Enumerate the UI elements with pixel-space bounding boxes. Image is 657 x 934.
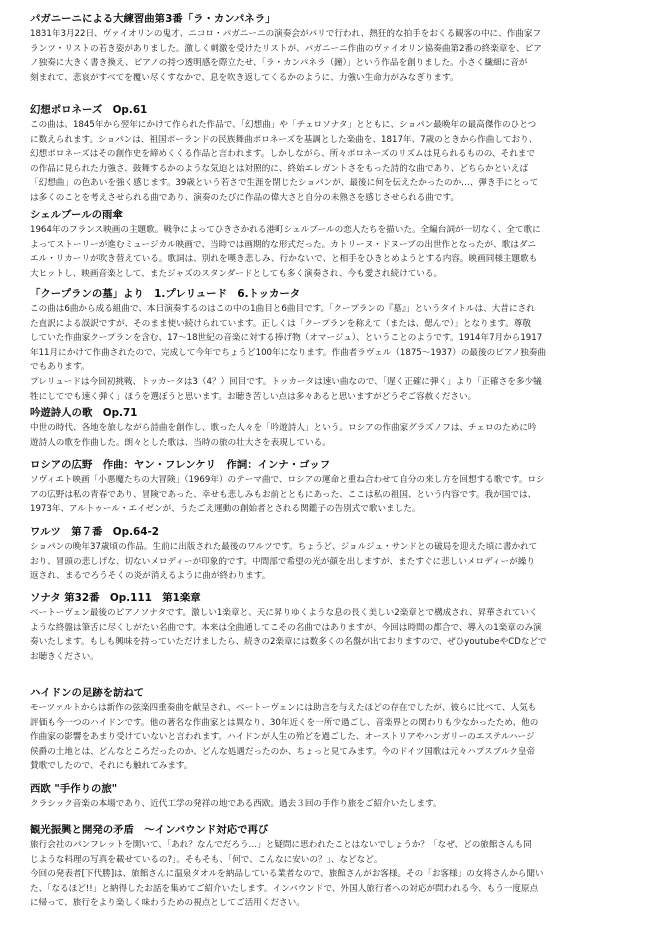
body-line: に帰って、旅行をより楽しく味わうための視点としてご活用ください。	[30, 898, 305, 909]
body-line: 幻想ポロネーズはその創作史を締めくくる作品と言われます。しかしながら、所々ポロネーズのリズムは見られるものの、それまで	[30, 149, 535, 160]
section-polonaise-fantaisie	[30, 103, 628, 206]
body-line: クラシック音楽の本場であり、近代工学の発祥の地である西欧。過去３回の手作り旅をご紹介いたします。	[30, 799, 442, 809]
section-cherbourg	[30, 208, 628, 281]
section-title: パガニーニによる大練習曲第3番「ラ・カンパネラ」	[30, 13, 276, 25]
body-line: ソヴィエト映画「小悪魔たちの大冒険」（1969年）のテーマ曲で、ロシアの運命と重ね合わせて自分の来し方を回想する歌です。ロシ	[30, 475, 545, 485]
section-russian-field	[30, 458, 628, 517]
body-line: 「幻想曲」の色あいを強く感じます。39歳という若さで生涯を閉じたショパンが、最後に何を伝えたかったのか…、弾き手にとって	[30, 178, 539, 189]
body-line: 作曲家の影響をあまり受けていないと言われます。ハイドンが人生の殆どを過ごした、オーストリアやハンガリーのエステルハージ	[30, 732, 535, 743]
section-title: 観光振興と開発の矛盾 ～インバウンド対応で再び	[30, 824, 269, 836]
body-line: 1964年のフランス映画の主題歌。戦争によってひきさかれる港町シェルブールの恋人たちを描いた。全編台詞が一切なく、全て歌に	[30, 225, 541, 235]
section-body	[30, 838, 628, 911]
section-title: シェルブールの雨傘	[30, 209, 123, 221]
body-line: 1831年3月22日、ヴァイオリンの鬼才、ニコロ・パガニーニの演奏会がパリで行われ、熱狂的な拍手をおくる観客の中に、作曲家フ	[30, 29, 542, 39]
body-line: プレリュードは今回初挑戦、トッカータは3（4？）回目です。トッカータは速い曲なので、「遅く正確に弾く」より「正確さを多少犠	[30, 376, 542, 387]
section-body	[30, 223, 628, 281]
body-line: 遊詩人の歌を作曲した。朗々とした歌は、当時の旅の壮大さを表現している。	[30, 437, 331, 448]
section-title: ソナタ 第32番 Op.111 第1楽章	[30, 592, 201, 604]
section-body	[30, 27, 628, 85]
section-body	[30, 701, 628, 774]
body-line: よってストーリーが進むミュージカル映画で、当時では画期的な形式だった。カトリーヌ・ドヌーブの出世作となったが、歌はダニ	[30, 239, 537, 250]
section-title: ロシアの広野 作曲：ヤン・フレンケリ 作詞：インナ・ゴッフ	[30, 459, 331, 471]
section-body	[30, 797, 628, 812]
section-title: 幻想ポロネーズ Op.61	[30, 104, 148, 116]
section-tourism-inbound	[30, 823, 628, 911]
body-line: じような料理の写真を載せているの?」。そもそも、「何で、こんなに安いの？」、などなど。	[30, 854, 383, 865]
body-line: 賛歌でしたので、それにも触れてみます。	[30, 761, 193, 772]
body-line: は多くのことを考えさせられる曲であり、演奏のたびに作品の偉大さと自分の未熟さを感じさせられる曲です。	[30, 192, 460, 203]
body-line: 年11月にかけて作曲されたので、完成して今年でちょうど100年になります。作曲者ラヴェル（1875～1937）の最後のピアノ独奏曲	[30, 347, 547, 358]
section-waltz-7	[30, 525, 628, 584]
section-title: 西欧 "手作りの旅"	[30, 783, 118, 795]
section-haydn	[30, 686, 628, 774]
section-title: ワルツ 第７番 Op.64-2	[30, 526, 160, 538]
body-line: 返され、まるでろうそくの炎が消えるように曲が終わります。	[30, 571, 271, 582]
section-sonata-32	[30, 591, 628, 664]
body-line: ランツ・リストの若き姿がありました。激しく刺激を受けたリストが、パガニーニ作曲のヴァイオリン協奏曲第2番の終楽章を、ピア	[30, 43, 542, 54]
body-line: 旅行会社のパンフレットを開いて、「あれ？なんでだろう…」と疑問に思われたことはないでしょうか？「なぜ、どの旅館さんも同	[30, 840, 532, 850]
body-line: モーツァルトからは新作の弦楽四重奏曲を献呈され、ベートーヴェンには助言を与えたほどの存在でしたが、彼らに比べて、人気も	[30, 703, 537, 713]
section-title: 吟遊詩人の歌 Op.71	[30, 407, 138, 419]
section-body	[30, 540, 628, 584]
body-line: 評価も今一つのハイドンです。他の著名な作曲家とは異なり、30年近くを一所で過ごし、音楽界との関わりも少なかったため、他の	[30, 717, 539, 728]
body-line: ベートーヴェン最後のピアノソナタです。激しい1楽章と、天に昇りゆくような息の長く美しい2楽章とで構成され、昇華されていく	[30, 608, 538, 618]
body-line: エル・リカーリが吹き替えている。歌詞は、別れを嘆き悲しみ、行かないで、と相手をひきとめようとする内容。映画同様主題歌も	[30, 254, 538, 265]
body-line: していた作曲家クープランを含む、17～18世紀の音楽に対する捧げ物（オマージュ）、ということのようです。1914年7月から1917	[30, 333, 543, 344]
body-line: ショパンの晩年37歳頃の作品。生前に出版された最後のワルツです。ちょうど、ジョルジュ・サンドとの破局を迎えた頃に書かれて	[30, 542, 538, 552]
body-line: 1973年、アルトゥール・エイゼンが、うたごえ運動の創始者とされる関鑑子の告別式で歌いました。	[30, 504, 421, 515]
body-line: ノ独奏に大きく書き換え、ピアノの持つ透明感を際立たせ、「ラ・カンパネラ（鐘）」という作品を創りました。小さく繊細に音が	[30, 58, 528, 69]
section-body	[30, 473, 628, 517]
body-line: に数えられます。ショパンは、祖国ポーランドの民族舞曲ポロネーズを基調とした楽曲を、1817年、7歳のときから作曲しており、	[30, 134, 538, 145]
body-line: 奏いたします。もしも興味を持っていただけましたら、続きの2楽章には数多くの名盤が出ておりますので、ぜひyoutubeやCDなどで	[30, 637, 547, 648]
section-title: 「クープランの墓」より 1.プレリュード 6.トッカータ	[30, 288, 301, 300]
section-troubadour-song	[30, 406, 628, 450]
body-line: 刻まれて、悲哀がすべてを覆い尽くすなかで、息を吹き返してくるかのように、力強い生命力がみなぎります。	[30, 72, 459, 83]
section-title: ハイドンの足跡を訪ねて	[30, 687, 145, 699]
section-handmade-travel	[30, 782, 628, 812]
section-la-campanella	[30, 12, 628, 85]
body-line: おり、冒頭の悲しげな、切ないメロディーが印象的です。中間部で希望の光が顔を出しますが、またすぐに悲しいメロディーが繰り	[30, 556, 535, 567]
body-line: 大ヒットし、映画音楽として、またジャズのスタンダードとしても多く演奏され、今も愛され続けている。	[30, 268, 443, 279]
body-line: 今回の発表者[下代勝]は、旅館さんに温泉タオルを納品している業者なので、旅館さんがお客様。その「お客様」の女将さんから聞い	[30, 869, 544, 880]
section-body	[30, 606, 628, 664]
section-body	[30, 118, 628, 206]
body-line: 侯爵の土地とは、どんなところだったのか、どんな処遇だったのか、ちょっと見てみます。今のドイツ国歌は元々ハプスブルク皇帝	[30, 746, 536, 757]
body-line: の作品に見られた力強さ、鼓舞するかのような気迫とは対照的に、終始エレガントさをもった詩的な曲であり、どちらかといえば	[30, 163, 529, 174]
section-body	[30, 421, 628, 450]
body-line: お聴きください。	[30, 651, 99, 662]
body-line: ような終盤は筆舌に尽くしがたい名曲です。本来は全曲通してこその名曲ではありますが、今回は時間の都合で、導入の1楽章のみ演	[30, 622, 542, 633]
section-tombeau-de-couperin	[30, 287, 628, 404]
body-line: 牲にしてでも速く弾く」ほうを選ぼうと思います。お聴き苦しい点は多々あると思いますがどうぞご容赦ください。	[30, 391, 477, 402]
body-line: アの広野は私の青春であり、冒険であった、幸せも悲しみもお前とともにあった、ここは私の祖国、という内容です。我が国では、	[30, 489, 537, 500]
body-line: た直訳による誤訳ですが、そのまま使い続けられています。正しくは「クープランを称えて（または、偲んで）」となります。尊敬	[30, 318, 531, 329]
body-line: 中世の時代、各地を旅しながら詩曲を創作し、歌った人々を「吟遊詩人」という。ロシアの作曲家グラズノフは、チェロのために吟	[30, 423, 537, 433]
section-body	[30, 302, 628, 404]
body-line: この曲は6曲から成る組曲で、本日演奏するのはこの中の1曲目と6曲目です。「クープランの『墓』」というタイトルは、大昔にされ	[30, 304, 535, 314]
body-line: この曲は、1845年から翌年にかけて作られた作品で、「幻想曲」や「チェロソナタ」とともに、ショパン最晩年の最高傑作のひとつ	[30, 120, 537, 130]
body-line: でもあります。	[30, 362, 90, 373]
body-line: た、「なるほど!!」と納得したお話を集めてご紹介いたします。インバウンドで、外国人旅行者への対応が問われる今、もう一度原点	[30, 883, 539, 894]
